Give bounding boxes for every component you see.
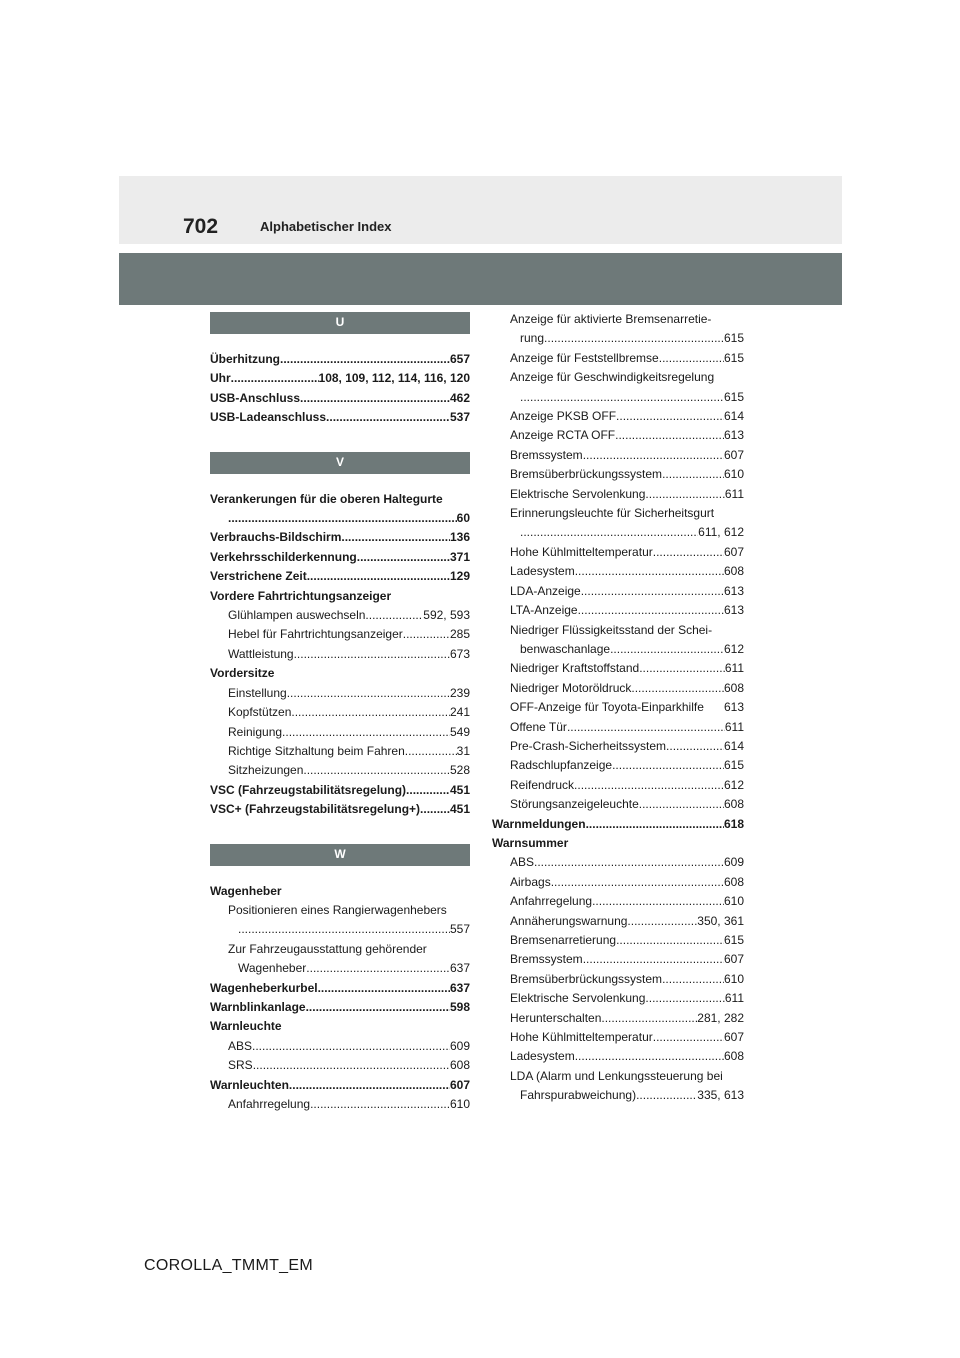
- dot-leader: [574, 776, 724, 795]
- index-entry-page: 350, 361: [697, 913, 744, 928]
- dot-leader: [551, 873, 724, 892]
- index-entry: [210, 528, 470, 547]
- index-entry: [210, 723, 470, 742]
- index-entry-page: 610: [723, 971, 744, 986]
- dot-leader: [289, 1076, 450, 1095]
- index-entry-page: 462: [449, 390, 470, 405]
- index-entry: [210, 703, 470, 722]
- section-entries: [210, 866, 470, 1139]
- index-entry-term: VSC+ (Fahrzeugstabilitätsregelung+): [210, 802, 421, 817]
- index-entry: [492, 776, 744, 795]
- index-entry-term: Störungsanzeigeleuchte: [510, 797, 639, 812]
- index-entry: [210, 979, 470, 998]
- index-entry-term: Überhitzung: [210, 352, 280, 366]
- index-column-right: [492, 310, 744, 1106]
- dot-leader: [405, 742, 457, 761]
- index-entry: [492, 659, 744, 678]
- index-entry-term: Verstrichene Zeit: [210, 569, 307, 584]
- dot-leader: [636, 1086, 697, 1105]
- index-entry-page: 241: [449, 705, 470, 720]
- dot-leader: [280, 350, 450, 369]
- dot-leader: [307, 567, 450, 586]
- dot-leader: [238, 920, 450, 939]
- index-entry-page: 607: [723, 544, 744, 559]
- index-entry-term: Vordersitze: [210, 666, 275, 681]
- index-entry: [492, 795, 744, 814]
- index-entry: [210, 940, 470, 959]
- index-entry-term: rung: [520, 331, 545, 346]
- index-entry: [210, 920, 470, 939]
- dot-leader: [581, 582, 724, 601]
- index-entry-term: LDA (Alarm und Lenkungssteuerung bei: [510, 1068, 723, 1083]
- index-entry-page: 281, 282: [697, 1010, 744, 1025]
- index-entry: [210, 509, 470, 528]
- index-entry: [210, 369, 470, 388]
- index-entry: [210, 490, 470, 509]
- index-entry: [492, 310, 744, 329]
- index-entry-page: 615: [723, 350, 744, 365]
- section-letter-bar: W: [210, 844, 470, 866]
- dot-leader: [592, 892, 724, 911]
- index-entry-page: 607: [723, 447, 744, 462]
- dot-leader: [365, 606, 423, 625]
- index-entry-term: Einstellung: [228, 685, 287, 700]
- index-entry-page: 136: [449, 530, 470, 545]
- dot-leader: [612, 756, 724, 775]
- index-entry-term: Reinigung: [228, 724, 283, 739]
- index-entry-page: 557: [449, 922, 470, 937]
- index-entry-term: Kopfstützen: [228, 705, 292, 720]
- index-entry-term: Fahrspurabweichung): [520, 1088, 637, 1103]
- index-entry-term: Radschlupfanzeige: [510, 758, 613, 773]
- index-entry: [492, 601, 744, 620]
- index-entry-term: Elektrische Servolenkung: [510, 486, 646, 501]
- dot-leader: [601, 1009, 697, 1028]
- index-entry-page: 613: [723, 428, 744, 443]
- dot-leader: [639, 659, 725, 678]
- index-entry-term: Glühlampen auswechseln: [228, 608, 366, 623]
- index-entry-term: Warnleuchten: [210, 1077, 289, 1092]
- dot-leader: [586, 815, 724, 834]
- index-entry-page: 528: [449, 763, 470, 778]
- index-entry: [492, 1009, 744, 1028]
- index-entry: [492, 931, 744, 950]
- dot-leader: [631, 679, 724, 698]
- index-entry-page: 611, 612: [698, 525, 744, 540]
- index-entry-page: 608: [723, 680, 744, 695]
- index-entry: [210, 548, 470, 567]
- index-entry-page: 608: [449, 1058, 470, 1073]
- index-entry: [210, 1056, 470, 1075]
- index-entry-page: 609: [723, 855, 744, 870]
- index-entry: [492, 737, 744, 756]
- index-entry-page: 611: [724, 486, 744, 501]
- index-entry: [492, 465, 744, 484]
- index-entry-page: 612: [723, 641, 744, 656]
- index-entry-term: Positionieren eines Rangierwagenhebers: [228, 902, 447, 917]
- index-entry-term: Offene Tür: [510, 719, 567, 734]
- index-entry: [210, 389, 470, 408]
- dot-leader: [403, 625, 450, 644]
- index-entry-page: 608: [723, 1049, 744, 1064]
- index-entry-page: 607: [449, 1077, 470, 1092]
- index-entry-term: Warnsummer: [492, 835, 569, 850]
- dot-leader: [306, 998, 450, 1017]
- index-entry: [492, 582, 744, 601]
- index-entry: [210, 408, 470, 427]
- index-entry: [492, 1028, 744, 1047]
- index-entry: [210, 882, 470, 901]
- index-entry-page: 612: [723, 777, 744, 792]
- index-entry: [492, 853, 744, 872]
- index-entry-term: LTA-Anzeige: [510, 603, 578, 618]
- dot-leader: [659, 349, 724, 368]
- index-entry: [492, 989, 744, 1008]
- dot-leader: [231, 369, 319, 388]
- index-entry-term: Airbags: [510, 874, 551, 889]
- dot-leader: [575, 1047, 724, 1066]
- index-entry-page: 608: [723, 874, 744, 889]
- index-entry-page: 615: [723, 389, 744, 404]
- index-entry: [492, 873, 744, 892]
- dot-leader: [318, 979, 450, 998]
- index-entry-term: ABS: [510, 855, 535, 870]
- footer-code: COROLLA_TMMT_EM: [144, 1257, 313, 1274]
- dot-leader: [662, 465, 724, 484]
- dot-leader: [662, 970, 724, 989]
- index-entry-page: 614: [723, 738, 744, 753]
- dot-leader: [578, 601, 724, 620]
- index-entry: [492, 679, 744, 698]
- index-entry: [492, 329, 744, 348]
- index-entry-page: 129: [449, 569, 470, 584]
- index-entry-page: 613: [723, 583, 744, 598]
- index-entry-term: Annäherungswarnung: [510, 913, 628, 928]
- index-entry: [492, 815, 744, 834]
- index-entry: [492, 504, 744, 523]
- index-entry-term: Wagenheber: [210, 883, 282, 898]
- index-entry-page: 31: [456, 743, 470, 758]
- index-entry-page: 613: [723, 700, 744, 715]
- index-entry-page: 614: [723, 409, 744, 424]
- index-entry: [492, 718, 744, 737]
- index-entry: [210, 1095, 470, 1114]
- index-entry: [210, 1037, 470, 1056]
- index-entry-term: Richtige Sitzhaltung beim Fahren: [228, 743, 405, 758]
- index-entry-term: VSC (Fahrzeugstabilitätsregelung): [210, 782, 407, 797]
- index-entry: [492, 446, 744, 465]
- index-entry-page: 598: [449, 999, 470, 1014]
- section-letter-bar: V: [210, 452, 470, 474]
- dot-leader: [575, 562, 724, 581]
- index-entry: [210, 959, 470, 978]
- dot-leader: [294, 645, 450, 664]
- index-entry-term: Bremsüberbrückungssystem: [510, 971, 663, 986]
- index-entry: [492, 756, 744, 775]
- spacer: [704, 698, 724, 717]
- index-entry-term: Reifendruck: [510, 777, 575, 792]
- dot-leader: [639, 795, 724, 814]
- index-entry: [492, 892, 744, 911]
- index-entry-term: Ladesystem: [510, 1049, 575, 1064]
- index-entry-page: 239: [449, 685, 470, 700]
- section-letter-bar: U: [210, 312, 470, 334]
- index-entry: [210, 684, 470, 703]
- index-entry: [492, 388, 744, 407]
- dot-leader: [420, 800, 450, 819]
- index-entry: [492, 485, 744, 504]
- index-entry: [210, 761, 470, 780]
- index-entry: [492, 543, 744, 562]
- dot-leader: [326, 408, 450, 427]
- dot-leader: [615, 426, 724, 445]
- index-entry-term: Verkehrsschilderkennung: [210, 549, 357, 564]
- index-entry-term: Niedriger Flüssigkeitsstand der Schei-: [510, 622, 713, 637]
- index-entry-page: 613: [723, 603, 744, 618]
- index-entry-term: Anzeige für Feststellbremse: [510, 350, 659, 365]
- index-entry: [210, 901, 470, 920]
- index-entry-page: 108, 109, 112, 114, 116, 120: [318, 371, 470, 386]
- index-entry: [492, 562, 744, 581]
- index-entry-term: Herunterschalten: [510, 1010, 602, 1025]
- index-entry: [492, 698, 744, 717]
- dot-leader: [291, 703, 450, 722]
- index-entry-page: 610: [723, 894, 744, 909]
- index-entry-term: Warnblinkanlage: [210, 999, 306, 1014]
- index-entry-term: Bremsenarretierung: [510, 933, 617, 947]
- index-entry-page: 607: [723, 1030, 744, 1045]
- index-entry-term: benwaschanlage: [520, 641, 611, 656]
- index-entry-term: Verbrauchs-Bildschirm: [210, 530, 342, 545]
- index-entry-term: OFF-Anzeige für Toyota-Einparkhilfe: [510, 700, 704, 715]
- dot-leader: [653, 543, 724, 562]
- index-entry: [210, 1076, 470, 1095]
- index-entry: [492, 970, 744, 989]
- section-entries: [210, 474, 470, 844]
- index-entry-term: Sitzheizungen: [228, 763, 304, 778]
- index-entry-term: Bremssystem: [510, 952, 583, 967]
- index-entry: [492, 1047, 744, 1066]
- index-entry-term: Ladesystem: [510, 564, 575, 579]
- dot-leader: [666, 737, 724, 756]
- index-entry-term: USB-Anschluss: [210, 390, 301, 405]
- dot-leader: [616, 931, 724, 950]
- index-entry: [492, 621, 744, 640]
- index-entry-term: Anzeige RCTA OFF: [510, 428, 616, 443]
- index-entry: [492, 426, 744, 445]
- dot-leader: [645, 485, 724, 504]
- index-entry: [492, 407, 744, 426]
- index-entry: [210, 1017, 470, 1036]
- dot-leader: [300, 389, 450, 408]
- index-entry-term: Warnleuchte: [210, 1019, 282, 1034]
- dot-leader: [282, 723, 450, 742]
- index-entry: [492, 834, 744, 853]
- dot-leader: [544, 329, 724, 348]
- index-entry-term: Vordere Fahrtrichtungsanzeiger: [210, 588, 392, 603]
- dot-leader: [520, 523, 698, 542]
- index-entry: [210, 664, 470, 683]
- index-entry-term: Anzeige für aktivierte Bremsenarretie-: [510, 312, 712, 326]
- index-entry-term: Erinnerungsleuchte für Sicherheitsgurt: [510, 506, 715, 521]
- index-entry-term: ABS: [228, 1038, 253, 1053]
- index-entry-page: 610: [449, 1097, 470, 1111]
- dot-leader: [520, 388, 724, 407]
- dot-leader: [627, 912, 697, 931]
- dot-leader: [406, 781, 450, 800]
- index-entry-term: Hohe Kühlmitteltemperatur: [510, 1030, 653, 1045]
- index-entry-page: 615: [723, 331, 744, 346]
- index-entry: [210, 606, 470, 625]
- header-dark-band: [119, 253, 842, 305]
- index-entry: [492, 640, 744, 659]
- index-entry-page: 611: [724, 991, 744, 1006]
- dot-leader: [310, 1095, 450, 1114]
- index-entry-page: 637: [449, 961, 470, 976]
- index-entry-page: 637: [449, 980, 470, 995]
- index-entry-term: LDA-Anzeige: [510, 583, 581, 598]
- index-entry-page: 549: [449, 724, 470, 739]
- index-entry-term: Uhr: [210, 371, 231, 386]
- index-entry: [210, 781, 470, 800]
- index-entry-term: Warnmeldungen: [492, 816, 586, 831]
- index-entry-term: Niedriger Motoröldruck: [510, 680, 632, 695]
- index-entry-term: SRS: [228, 1058, 253, 1073]
- dot-leader: [228, 509, 457, 528]
- index-entry-term: Pre-Crash-Sicherheitssystem: [510, 738, 667, 753]
- index-entry-page: 618: [723, 816, 744, 831]
- dot-leader: [616, 407, 724, 426]
- dot-leader: [653, 1028, 724, 1047]
- index-entry-page: 608: [723, 797, 744, 812]
- index-entry-page: 609: [449, 1038, 470, 1053]
- index-entry-page: 335, 613: [697, 1088, 744, 1103]
- index-entry-term: Niedriger Kraftstoffstand: [510, 661, 640, 676]
- index-entry: [210, 645, 470, 664]
- dot-leader: [357, 548, 450, 567]
- index-entry: [492, 523, 744, 542]
- index-entry: [210, 800, 470, 819]
- index-entry-term: USB-Ladeanschluss: [210, 410, 327, 425]
- index-entry-term: Anzeige für Geschwindigkeitsregelung: [510, 370, 715, 385]
- index-entry-page: 537: [449, 410, 470, 425]
- index-entry-term: Verankerungen für die oberen Haltegurte: [210, 491, 443, 506]
- index-entry-term: Elektrische Servolenkung: [510, 991, 646, 1006]
- page-number: 702: [183, 215, 219, 238]
- index-entry: [210, 567, 470, 586]
- index-entry: [492, 1067, 744, 1086]
- index-entry-term: Wagenheberkurbel: [210, 980, 318, 995]
- index-entry-term: Wattleistung: [228, 646, 294, 661]
- index-entry-page: 657: [449, 352, 470, 366]
- dot-leader: [534, 853, 724, 872]
- index-entry: [492, 1086, 744, 1105]
- dot-leader: [253, 1056, 450, 1075]
- dot-leader: [287, 684, 450, 703]
- section-title: Alphabetischer Index: [260, 219, 392, 234]
- index-entry: [210, 625, 470, 644]
- dot-leader: [252, 1037, 450, 1056]
- index-entry-term: Anfahrregelung: [510, 894, 593, 909]
- index-entry-page: 451: [449, 802, 470, 817]
- index-entry-page: 615: [723, 933, 744, 947]
- index-entry-term: Anfahrregelung: [228, 1097, 311, 1111]
- dot-leader: [583, 446, 724, 465]
- index-entry-page: 610: [723, 467, 744, 482]
- index-entry-page: 673: [449, 646, 470, 661]
- index-entry-page: 592, 593: [423, 608, 470, 623]
- dot-leader: [583, 950, 724, 969]
- index-entry-page: 611: [724, 719, 744, 734]
- index-entry-term: Hohe Kühlmitteltemperatur: [510, 544, 653, 559]
- dot-leader: [306, 959, 450, 978]
- section-entries: [210, 334, 470, 452]
- index-entry-page: 60: [456, 511, 470, 526]
- index-entry-term: Zur Fahrzeugausstattung gehörender: [228, 941, 427, 956]
- index-entry-page: 608: [723, 564, 744, 579]
- index-entry-term: Anzeige PKSB OFF: [510, 409, 617, 424]
- index-entry-term: Bremssystem: [510, 447, 583, 462]
- index-entry: [492, 950, 744, 969]
- dot-leader: [610, 640, 724, 659]
- index-entry-page: 451: [449, 782, 470, 797]
- index-entry: [210, 998, 470, 1017]
- index-entry: [210, 587, 470, 606]
- index-entry: [492, 349, 744, 368]
- header-band: [119, 176, 842, 244]
- index-entry-page: 611: [724, 661, 744, 676]
- index-column-left: [210, 312, 470, 1138]
- index-entry-page: 285: [449, 627, 470, 642]
- index-entry: [210, 350, 470, 369]
- dot-leader: [567, 718, 725, 737]
- index-entry-term: Wagenheber: [238, 961, 307, 976]
- dot-leader: [341, 528, 450, 547]
- index-entry-term: Hebel für Fahrtrichtungsanzeiger: [228, 627, 403, 642]
- index-entry: [492, 368, 744, 387]
- dot-leader: [303, 761, 450, 780]
- index-entry-page: 607: [723, 952, 744, 967]
- index-entry-page: 615: [723, 758, 744, 773]
- index-entry: [210, 742, 470, 761]
- dot-leader: [645, 989, 724, 1008]
- index-entry-term: Bremsüberbrückungssystem: [510, 467, 663, 482]
- index-entry-page: 371: [449, 549, 470, 564]
- index-entry: [492, 912, 744, 931]
